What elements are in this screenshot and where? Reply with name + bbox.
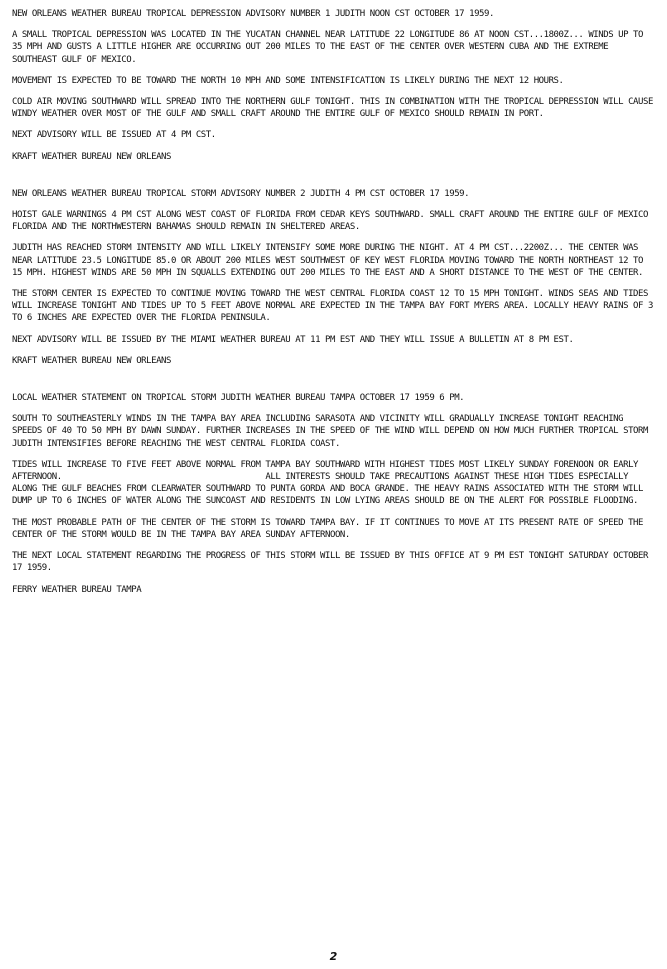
advisory-1-heading: NEW ORLEANS WEATHER BUREAU TROPICAL DEPRESSION ADVISORY NUMBER 1 JUDITH NOON CST OCTOBER 17 1959. [12, 9, 494, 19]
section-spacer [12, 376, 653, 392]
advisory-2 [12, 188, 658, 367]
local-statement-paragraph: SOUTH TO SOUTHEASTERLY WINDS IN THE TAMPA BAY AREA INCLUDING SARASOTA AND VICINITY WILL GRADUALLY INCREASE TONIGHT REACHING SPEEDS OF 40 TO 50 MPH BY DAWN SUNDAY. FURTHER INCREASES IN THE SPEED OF THE WIND WILL DEPEND ON HOW MUCH FURTHER TROPICAL STORM JUDITH INTENSIFIES BEFORE REACHING THE WEST CENTRAL FLORIDA COAST. [12, 414, 653, 449]
local-statement [12, 392, 653, 596]
advisory-2-paragraph: HOIST GALE WARNINGS 4 PM CST ALONG WEST COAST OF FLORIDA FROM CEDAR KEYS SOUTHWARD. SMALL CRAFT AROUND THE ENTIRE GULF OF MEXICO FLORIDA AND THE NORTHWESTERN BAHAMAS SHOULD REMAIN IN SHELTERED AREAS. [12, 210, 653, 233]
page-number: 2 [329, 950, 338, 963]
advisory-1-paragraph: NEXT ADVISORY WILL BE ISSUED AT 4 PM CST. [12, 130, 216, 141]
local-statement-paragraph: TIDES WILL INCREASE TO FIVE FEET ABOVE NORMAL FROM TAMPA BAY SOUTHWARD WITH HIGHEST TIDES MOST LIKELY SUNDAY FORENOON OR EARLY AFTERNOON. ALL INTERESTS SHOULD TAKE PRECAUTIONS AGAINST THESE HIGH TIDES ESPECIALLY ALONG THE GULF BEACHES FROM CLEARWATER SOUTHWARD TO PUNTA GORDA AND BOCA GRANDE. THE HEAVY RAINS ASSOCIATED WITH THE STORM WILL DUMP UP TO 6 INCHES OF WATER ALONG THE SUNCOAST AND RESIDENTS IN LOW LYING AREAS SHOULD BE ON THE ALERT FOR POSSIBLE FLOODING. [12, 459, 648, 507]
advisory-1-signature: KRAFT WEATHER BUREAU NEW ORLEANS [12, 151, 171, 162]
advisory-1-paragraph: MOVEMENT IS EXPECTED TO BE TOWARD THE NORTH 10 MPH AND SOME INTENSIFICATION IS LIKELY DURING THE NEXT 12 HOURS. [12, 75, 564, 86]
section-spacer [12, 172, 653, 188]
advisory-1-paragraph: A SMALL TROPICAL DEPRESSION WAS LOCATED IN THE YUCATAN CHANNEL NEAR LATITUDE 22 LONGITUDE 86 AT NOON CST...1800Z... WINDS UP TO 35 MPH AND GUSTS A LITTLE HIGHER ARE OCCURRING OUT 200 MILES TO THE EAST OF THE CENTER OVER WESTERN CUBA AND THE EXTREME SOUTHEAST GULF OF MEXICO. [12, 30, 648, 65]
advisory-2-heading: NEW ORLEANS WEATHER BUREAU TROPICAL STORM ADVISORY NUMBER 2 JUDITH 4 PM CST OCTOBER 17 1959. [12, 188, 470, 199]
advisory-2-paragraph: THE STORM CENTER IS EXPECTED TO CONTINUE MOVING TOWARD THE WEST CENTRAL FLORIDA COAST 12 TO 15 MPH TONIGHT. WINDS SEAS AND TIDES WILL INCREASE TONIGHT AND TIDES UP TO 5 FEET ABOVE NORMAL ARE EXPECTED IN THE TAMPA BAY FORT MYERS AREA. LOCALLY HEAVY RAINS OF 3 TO 6 INCHES ARE EXPECTED OVER THE FLORIDA PENINSULA. [12, 289, 658, 324]
advisory-2-paragraph: NEXT ADVISORY WILL BE ISSUED BY THE MIAMI WEATHER BUREAU AT 11 PM EST AND THEY WILL ISSUE A BULLETIN AT 8 PM EST. [12, 334, 574, 345]
advisory-2-paragraph: JUDITH HAS REACHED STORM INTENSITY AND WILL LIKELY INTENSIFY SOME MORE DURING THE NIGHT. AT 4 PM CST...2200Z... THE CENTER WAS NEAR LATITUDE 23.5 LONGITUDE 85.0 OR ABOUT 200 MILES WEST SOUTHWEST OF KEY WEST FLORIDA MOVING TOWARD THE NORTH NORTHEAST 12 TO 15 MPH. HIGHEST WINDS ARE 50 MPH IN SQUALLS EXTENDING OUT 200 MILES TO THE EAST AND A SHORT DISTANCE TO THE WEST OF THE CENTER. [12, 243, 648, 278]
local-statement-heading: LOCAL WEATHER STATEMENT ON TROPICAL STORM JUDITH WEATHER BUREAU TAMPA OCTOBER 17 1959 6 PM. [12, 393, 465, 404]
local-statement-paragraph: THE NEXT LOCAL STATEMENT REGARDING THE PROGRESS OF THIS STORM WILL BE ISSUED BY THIS OFFICE AT 9 PM EST TONIGHT SATURDAY OCTOBER 17 1959. [12, 551, 653, 574]
advisory-1-paragraph: COLD AIR MOVING SOUTHWARD WILL SPREAD INTO THE NORTHERN GULF TONIGHT. THIS IN COMBINATION WITH THE TROPICAL DEPRESSION WILL CAUSE WINDY WEATHER OVER MOST OF THE GULF AND SMALL CRAFT AROUND THE ENTIRE GULF OF MEXICO SHOULD REMAIN IN PORT. [12, 97, 658, 120]
local-statement-signature: FERRY WEATHER BUREAU TAMPA [12, 584, 142, 595]
advisory-1 [12, 8, 658, 163]
local-statement-paragraph: THE MOST PROBABLE PATH OF THE CENTER OF THE STORM IS TOWARD TAMPA BAY. IF IT CONTINUES TO MOVE AT ITS PRESENT RATE OF SPEED THE CENTER OF THE STORM WOULD BE IN THE TAMPA BAY AREA SUNDAY AFTERNOON. [12, 517, 648, 540]
advisory-2-signature: KRAFT WEATHER BUREAU NEW ORLEANS [12, 355, 171, 366]
